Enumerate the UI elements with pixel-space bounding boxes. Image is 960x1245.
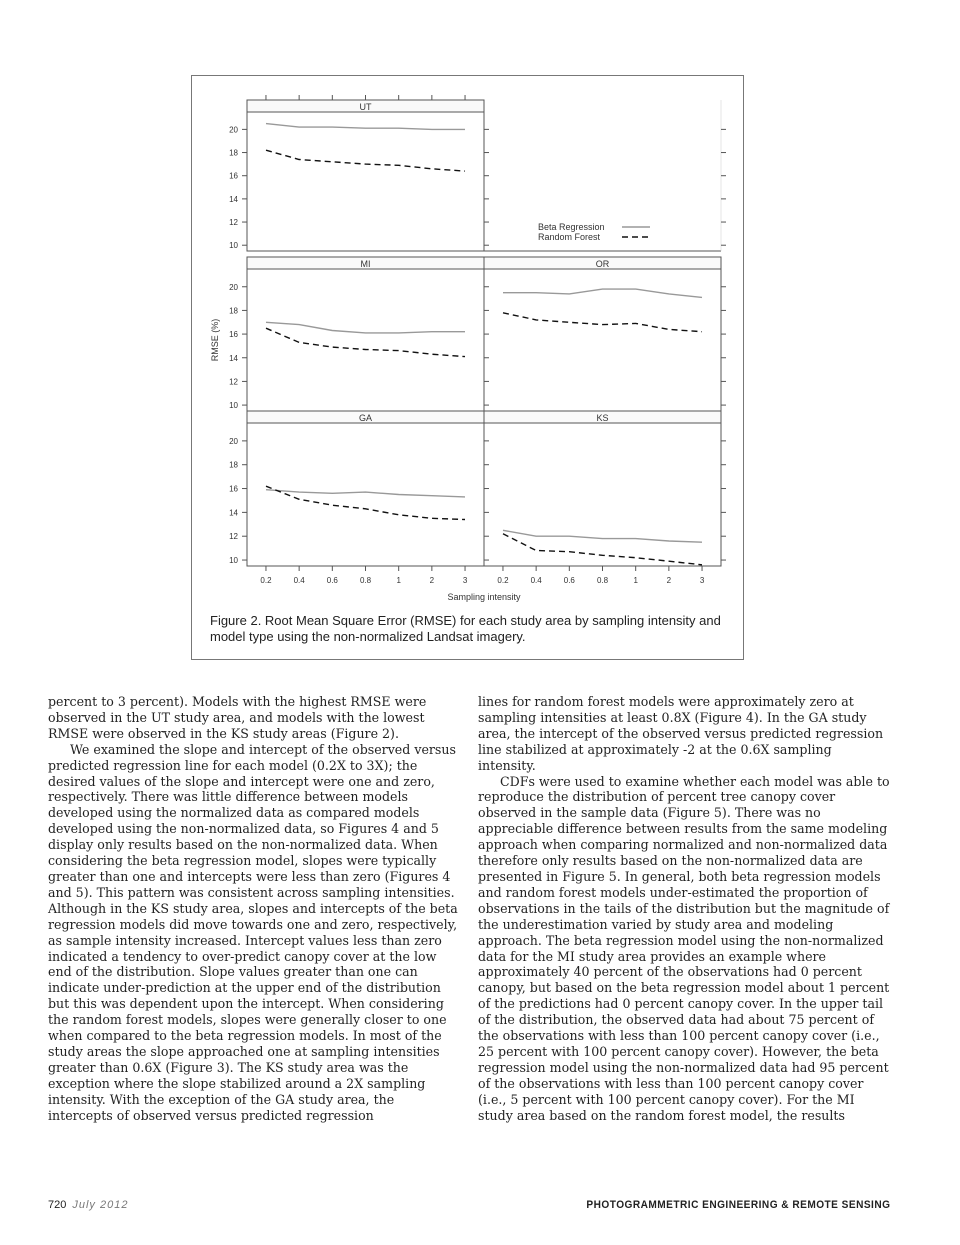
x-tick-label: 0.2 bbox=[260, 576, 272, 585]
x-tick-label: 0.4 bbox=[293, 576, 305, 585]
x-tick-label: 0.4 bbox=[530, 576, 542, 585]
panel-frame bbox=[247, 257, 484, 411]
panel-label: OR bbox=[595, 259, 610, 269]
issue-date: July 2012 bbox=[72, 1199, 129, 1211]
panel-label: KS bbox=[596, 413, 609, 423]
panel-frame bbox=[484, 411, 721, 566]
y-tick-label: 12 bbox=[229, 532, 238, 542]
panel-label: MI bbox=[360, 259, 371, 269]
x-tick-label: 0.2 bbox=[497, 576, 509, 585]
legend-label: Random Forest bbox=[538, 232, 601, 242]
y-tick-label: 18 bbox=[229, 306, 238, 316]
y-tick-label: 10 bbox=[229, 241, 238, 251]
legend-label: Beta Regression bbox=[538, 222, 605, 232]
beta-regression-line bbox=[266, 124, 465, 130]
rmse-chart bbox=[192, 76, 745, 661]
text-column-right bbox=[478, 694, 890, 1123]
y-axis-label: RMSE (%) bbox=[210, 318, 220, 362]
text-column-left bbox=[48, 694, 460, 1123]
panel-frame bbox=[247, 100, 484, 251]
x-tick-label: 3 bbox=[699, 576, 705, 585]
journal-name: PHOTOGRAMMETRIC ENGINEERING & REMOTE SENSING bbox=[585, 1199, 890, 1211]
y-tick-label: 20 bbox=[229, 125, 238, 135]
x-tick-label: 2 bbox=[666, 576, 672, 585]
paragraph: CDFs were used to examine whether each model was able to reproduce the distribution of percent tree canopy cover observed in the sample data (Figure 5). There was no appreciable difference between results from the same modeling approach when comparing normalized and non-normalized data therefore only results based on the non-normalized data are presented in Figure 5. In general, both beta regression models and random forest models under-estimated the proportion of observations in the tails of the distribution but the magnitude of the underestimation varied by study area and modeling approach. The beta regression model using the non-normalized data for the MI study area provides an example where approximately 40 percent of the observations had 0 percent canopy, but based on the beta regression model about 1 percent of the predictions had 0 percent canopy cover. In the upper tail of the distribution, the observed data had about 75 percent of the observations with less than 100 percent canopy cover (i.e., 25 percent with 100 percent canopy cover). However, the beta regression model using the non-normalized data had 95 percent of the observations with less than 100 percent canopy cover (i.e., 5 percent with 100 percent canopy cover). For the MI study area based on the random forest model, the results bbox=[478, 773, 890, 1123]
page-footer-left bbox=[48, 1199, 128, 1211]
y-tick-label: 14 bbox=[229, 508, 238, 518]
paragraph: percent to 3 percent). Models with the highest RMSE were observed in the UT study area, and models with the lowest RMSE were observed in the KS study areas (Figure 2). bbox=[48, 694, 427, 741]
y-tick-label: 12 bbox=[229, 377, 238, 387]
y-tick-label: 12 bbox=[229, 218, 238, 228]
paragraph: lines for random forest models were approximately zero at sampling intensities at least 0.8X (Figure 4). In the GA study area, the intercept of the observed versus predicted regression line stabilized at approximately -2 at the 0.6X sampling intensity. bbox=[478, 694, 884, 773]
page-number: 720 bbox=[48, 1199, 67, 1211]
panel-frame bbox=[484, 257, 721, 411]
figure-2 bbox=[191, 75, 744, 660]
y-tick-label: 16 bbox=[229, 330, 238, 340]
paragraph: We examined the slope and intercept of the observed versus predicted regression line for each model (0.2X to 3X); the desired values of the slope and intercept were one and zero, respectively. There was little difference between models developed using the normalized data as compared models developed using the non-normalized data, so Figures 4 and 5 display only results based on the non-normalized data. When considering the beta regression model, slopes were typically greater than one and intercepts were less than zero (Figures 4 and 5). This pattern was consistent across sampling intensities. Although in the KS study area, slopes and intercepts of the beta regression models did move towards one and zero, respectively, as sample intensity increased. Intercept values less than zero indicated a tendency to over-predict canopy cover at the low end of the distribution. Slope values greater than one can indicate under-prediction at the upper end of the distribution but this was dependent upon the intercept. When considering the random forest models, slopes were generally closer to one when compared to the beta regression models. In most of the study areas the slope approached one at sampling intensities greater than 0.6X (Figure 3). The KS study area was the exception where the slope stabilized around a 2X sampling intensity. With the exception of the GA study area, the intercepts of observed versus predicted regression bbox=[48, 741, 458, 1123]
x-axis-label: Sampling intensity bbox=[447, 592, 521, 602]
panel-label: GA bbox=[358, 413, 373, 423]
y-tick-label: 16 bbox=[229, 484, 238, 494]
y-tick-label: 18 bbox=[229, 148, 238, 158]
x-tick-label: 0.6 bbox=[563, 576, 575, 585]
panel-label: UT bbox=[359, 102, 372, 112]
y-tick-label: 10 bbox=[229, 556, 238, 566]
y-tick-label: 20 bbox=[229, 282, 238, 292]
y-tick-label: 10 bbox=[229, 401, 238, 411]
panel-frame bbox=[247, 411, 484, 566]
y-tick-label: 16 bbox=[229, 171, 238, 181]
x-tick-label: 1 bbox=[396, 576, 401, 585]
x-tick-label: 0.6 bbox=[326, 576, 338, 585]
figure-caption: Figure 2. Root Mean Square Error (RMSE) for each study area by sampling intensity and model type using the non-normalized Landsat imagery. bbox=[210, 613, 721, 644]
beta-regression-line bbox=[266, 322, 465, 333]
x-tick-label: 2 bbox=[429, 576, 435, 585]
y-tick-label: 18 bbox=[229, 460, 238, 470]
random-forest-line bbox=[503, 313, 702, 332]
x-tick-label: 1 bbox=[633, 576, 638, 585]
beta-regression-line bbox=[503, 530, 702, 542]
y-tick-label: 14 bbox=[229, 353, 238, 363]
y-tick-label: 14 bbox=[229, 194, 238, 204]
random-forest-line bbox=[266, 150, 465, 171]
beta-regression-line bbox=[266, 490, 465, 497]
y-tick-label: 20 bbox=[229, 436, 238, 446]
x-tick-label: 3 bbox=[462, 576, 468, 585]
beta-regression-line bbox=[503, 289, 702, 297]
x-tick-label: 0.8 bbox=[359, 576, 372, 585]
x-tick-label: 0.8 bbox=[596, 576, 609, 585]
